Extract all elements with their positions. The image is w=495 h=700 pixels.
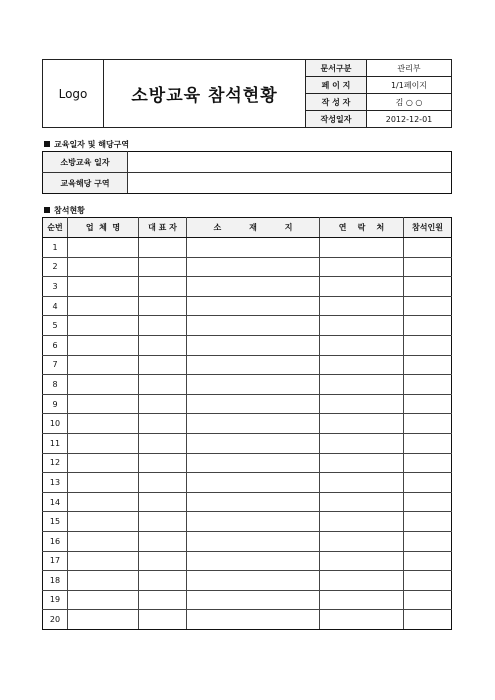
company-cell[interactable] (68, 375, 139, 395)
company-cell[interactable] (68, 531, 139, 551)
representative-cell[interactable] (139, 571, 187, 591)
address-cell[interactable] (187, 473, 320, 493)
table-row (43, 296, 452, 316)
contact-cell[interactable] (320, 394, 404, 414)
section-heading-education (44, 139, 129, 150)
col-header-company: 업 체 명 (68, 218, 139, 238)
address-cell[interactable] (187, 610, 320, 630)
representative-cell[interactable] (139, 551, 187, 571)
attendees-cell[interactable] (404, 473, 452, 493)
representative-cell[interactable] (139, 531, 187, 551)
meta-label-doc-type: 문서구분 (306, 60, 367, 77)
company-cell[interactable] (68, 433, 139, 453)
row-number: 12 (43, 453, 68, 473)
representative-cell[interactable] (139, 238, 187, 258)
contact-cell[interactable] (320, 355, 404, 375)
page-title: 소방교육 참석현황 (104, 60, 306, 128)
attendees-cell[interactable] (404, 590, 452, 610)
row-number: 15 (43, 512, 68, 532)
representative-cell[interactable] (139, 433, 187, 453)
row-number: 1 (43, 238, 68, 258)
row-number: 10 (43, 414, 68, 434)
row-number: 18 (43, 571, 68, 591)
row-number: 3 (43, 277, 68, 297)
table-row (43, 512, 452, 532)
table-row (43, 238, 452, 258)
contact-cell[interactable] (320, 531, 404, 551)
col-header-contact: 연 락 처 (320, 218, 404, 238)
company-cell[interactable] (68, 453, 139, 473)
table-row (43, 610, 452, 630)
row-number: 16 (43, 531, 68, 551)
col-header-address: 소 재 지 (187, 218, 320, 238)
logo: Logo (43, 60, 104, 128)
row-number: 6 (43, 335, 68, 355)
education-info-table (42, 151, 452, 194)
table-row (43, 473, 452, 493)
row-number: 5 (43, 316, 68, 336)
attendees-cell[interactable] (404, 238, 452, 258)
attendees-cell[interactable] (404, 571, 452, 591)
label-education-date: 소방교육 일자 (43, 152, 128, 173)
representative-cell[interactable] (139, 296, 187, 316)
section-heading-text: 참석현황 (54, 206, 85, 215)
attendees-cell[interactable] (404, 335, 452, 355)
square-bullet-icon (44, 141, 50, 147)
square-bullet-icon (44, 207, 50, 213)
row-number: 19 (43, 590, 68, 610)
table-row (43, 277, 452, 297)
contact-cell[interactable] (320, 296, 404, 316)
address-cell[interactable] (187, 238, 320, 258)
representative-cell[interactable] (139, 394, 187, 414)
attendees-cell[interactable] (404, 492, 452, 512)
attendees-cell[interactable] (404, 551, 452, 571)
contact-cell[interactable] (320, 610, 404, 630)
table-row (43, 551, 452, 571)
meta-label-page: 페 이 지 (306, 77, 367, 94)
contact-cell[interactable] (320, 257, 404, 277)
contact-cell[interactable] (320, 453, 404, 473)
table-row (43, 453, 452, 473)
contact-cell[interactable] (320, 492, 404, 512)
address-cell[interactable] (187, 414, 320, 434)
attendees-cell[interactable] (404, 277, 452, 297)
address-cell[interactable] (187, 316, 320, 336)
row-number: 4 (43, 296, 68, 316)
attendees-cell[interactable] (404, 394, 452, 414)
address-cell[interactable] (187, 531, 320, 551)
representative-cell[interactable] (139, 453, 187, 473)
address-cell[interactable] (187, 355, 320, 375)
company-cell[interactable] (68, 414, 139, 434)
meta-label-date: 작성일자 (306, 111, 367, 128)
contact-cell[interactable] (320, 512, 404, 532)
company-cell[interactable] (68, 257, 139, 277)
contact-cell[interactable] (320, 571, 404, 591)
field-education-date[interactable] (128, 152, 452, 173)
representative-cell[interactable] (139, 375, 187, 395)
field-education-area[interactable] (128, 173, 452, 194)
company-cell[interactable] (68, 316, 139, 336)
table-row (43, 335, 452, 355)
col-header-attendees: 참석인원 (404, 218, 452, 238)
meta-value-page: 1/1페이지 (367, 77, 452, 94)
company-cell[interactable] (68, 335, 139, 355)
attendance-table (42, 217, 452, 630)
table-row (43, 414, 452, 434)
representative-cell[interactable] (139, 590, 187, 610)
address-cell[interactable] (187, 394, 320, 414)
contact-cell[interactable] (320, 238, 404, 258)
company-cell[interactable] (68, 512, 139, 532)
table-row (43, 375, 452, 395)
contact-cell[interactable] (320, 551, 404, 571)
attendees-cell[interactable] (404, 453, 452, 473)
company-cell[interactable] (68, 610, 139, 630)
company-cell[interactable] (68, 473, 139, 493)
table-row (43, 355, 452, 375)
representative-cell[interactable] (139, 492, 187, 512)
address-cell[interactable] (187, 590, 320, 610)
contact-cell[interactable] (320, 414, 404, 434)
row-number: 13 (43, 473, 68, 493)
representative-cell[interactable] (139, 277, 187, 297)
meta-value-author: 김 ○ ○ (367, 94, 452, 111)
representative-cell[interactable] (139, 257, 187, 277)
representative-cell[interactable] (139, 414, 187, 434)
contact-cell[interactable] (320, 375, 404, 395)
company-cell[interactable] (68, 394, 139, 414)
section-heading-attendance (44, 205, 85, 216)
contact-cell[interactable] (320, 277, 404, 297)
company-cell[interactable] (68, 571, 139, 591)
address-cell[interactable] (187, 277, 320, 297)
contact-cell[interactable] (320, 433, 404, 453)
attendees-cell[interactable] (404, 355, 452, 375)
meta-value-doc-type: 관리부 (367, 60, 452, 77)
row-number: 20 (43, 610, 68, 630)
representative-cell[interactable] (139, 610, 187, 630)
row-number: 14 (43, 492, 68, 512)
address-cell[interactable] (187, 335, 320, 355)
address-cell[interactable] (187, 512, 320, 532)
attendees-cell[interactable] (404, 433, 452, 453)
row-number: 17 (43, 551, 68, 571)
address-cell[interactable] (187, 571, 320, 591)
col-header-no: 순번 (43, 218, 68, 238)
attendees-cell[interactable] (404, 375, 452, 395)
attendees-cell[interactable] (404, 512, 452, 532)
representative-cell[interactable] (139, 512, 187, 532)
address-cell[interactable] (187, 453, 320, 473)
representative-cell[interactable] (139, 335, 187, 355)
contact-cell[interactable] (320, 335, 404, 355)
table-row (43, 316, 452, 336)
company-cell[interactable] (68, 238, 139, 258)
meta-label-author: 작 성 자 (306, 94, 367, 111)
section-heading-text: 교육일자 및 해당구역 (54, 140, 130, 149)
attendees-cell[interactable] (404, 257, 452, 277)
attendees-cell[interactable] (404, 414, 452, 434)
row-number: 9 (43, 394, 68, 414)
label-education-area: 교육해당 구역 (43, 173, 128, 194)
row-number: 2 (43, 257, 68, 277)
table-row (43, 257, 452, 277)
company-cell[interactable] (68, 277, 139, 297)
attendees-cell[interactable] (404, 610, 452, 630)
table-row (43, 531, 452, 551)
address-cell[interactable] (187, 296, 320, 316)
representative-cell[interactable] (139, 355, 187, 375)
company-cell[interactable] (68, 551, 139, 571)
address-cell[interactable] (187, 551, 320, 571)
row-number: 7 (43, 355, 68, 375)
address-cell[interactable] (187, 375, 320, 395)
address-cell[interactable] (187, 492, 320, 512)
col-header-representative: 대 표 자 (139, 218, 187, 238)
contact-cell[interactable] (320, 473, 404, 493)
attendees-cell[interactable] (404, 316, 452, 336)
table-row (43, 433, 452, 453)
row-number: 11 (43, 433, 68, 453)
table-row (43, 571, 452, 591)
table-row (43, 492, 452, 512)
company-cell[interactable] (68, 355, 139, 375)
row-number: 8 (43, 375, 68, 395)
contact-cell[interactable] (320, 590, 404, 610)
contact-cell[interactable] (320, 316, 404, 336)
table-row (43, 590, 452, 610)
company-cell[interactable] (68, 492, 139, 512)
meta-value-date: 2012-12-01 (367, 111, 452, 128)
attendees-cell[interactable] (404, 296, 452, 316)
address-cell[interactable] (187, 257, 320, 277)
document-header (42, 59, 452, 128)
representative-cell[interactable] (139, 316, 187, 336)
attendees-cell[interactable] (404, 531, 452, 551)
address-cell[interactable] (187, 433, 320, 453)
company-cell[interactable] (68, 590, 139, 610)
company-cell[interactable] (68, 296, 139, 316)
table-row (43, 394, 452, 414)
representative-cell[interactable] (139, 473, 187, 493)
